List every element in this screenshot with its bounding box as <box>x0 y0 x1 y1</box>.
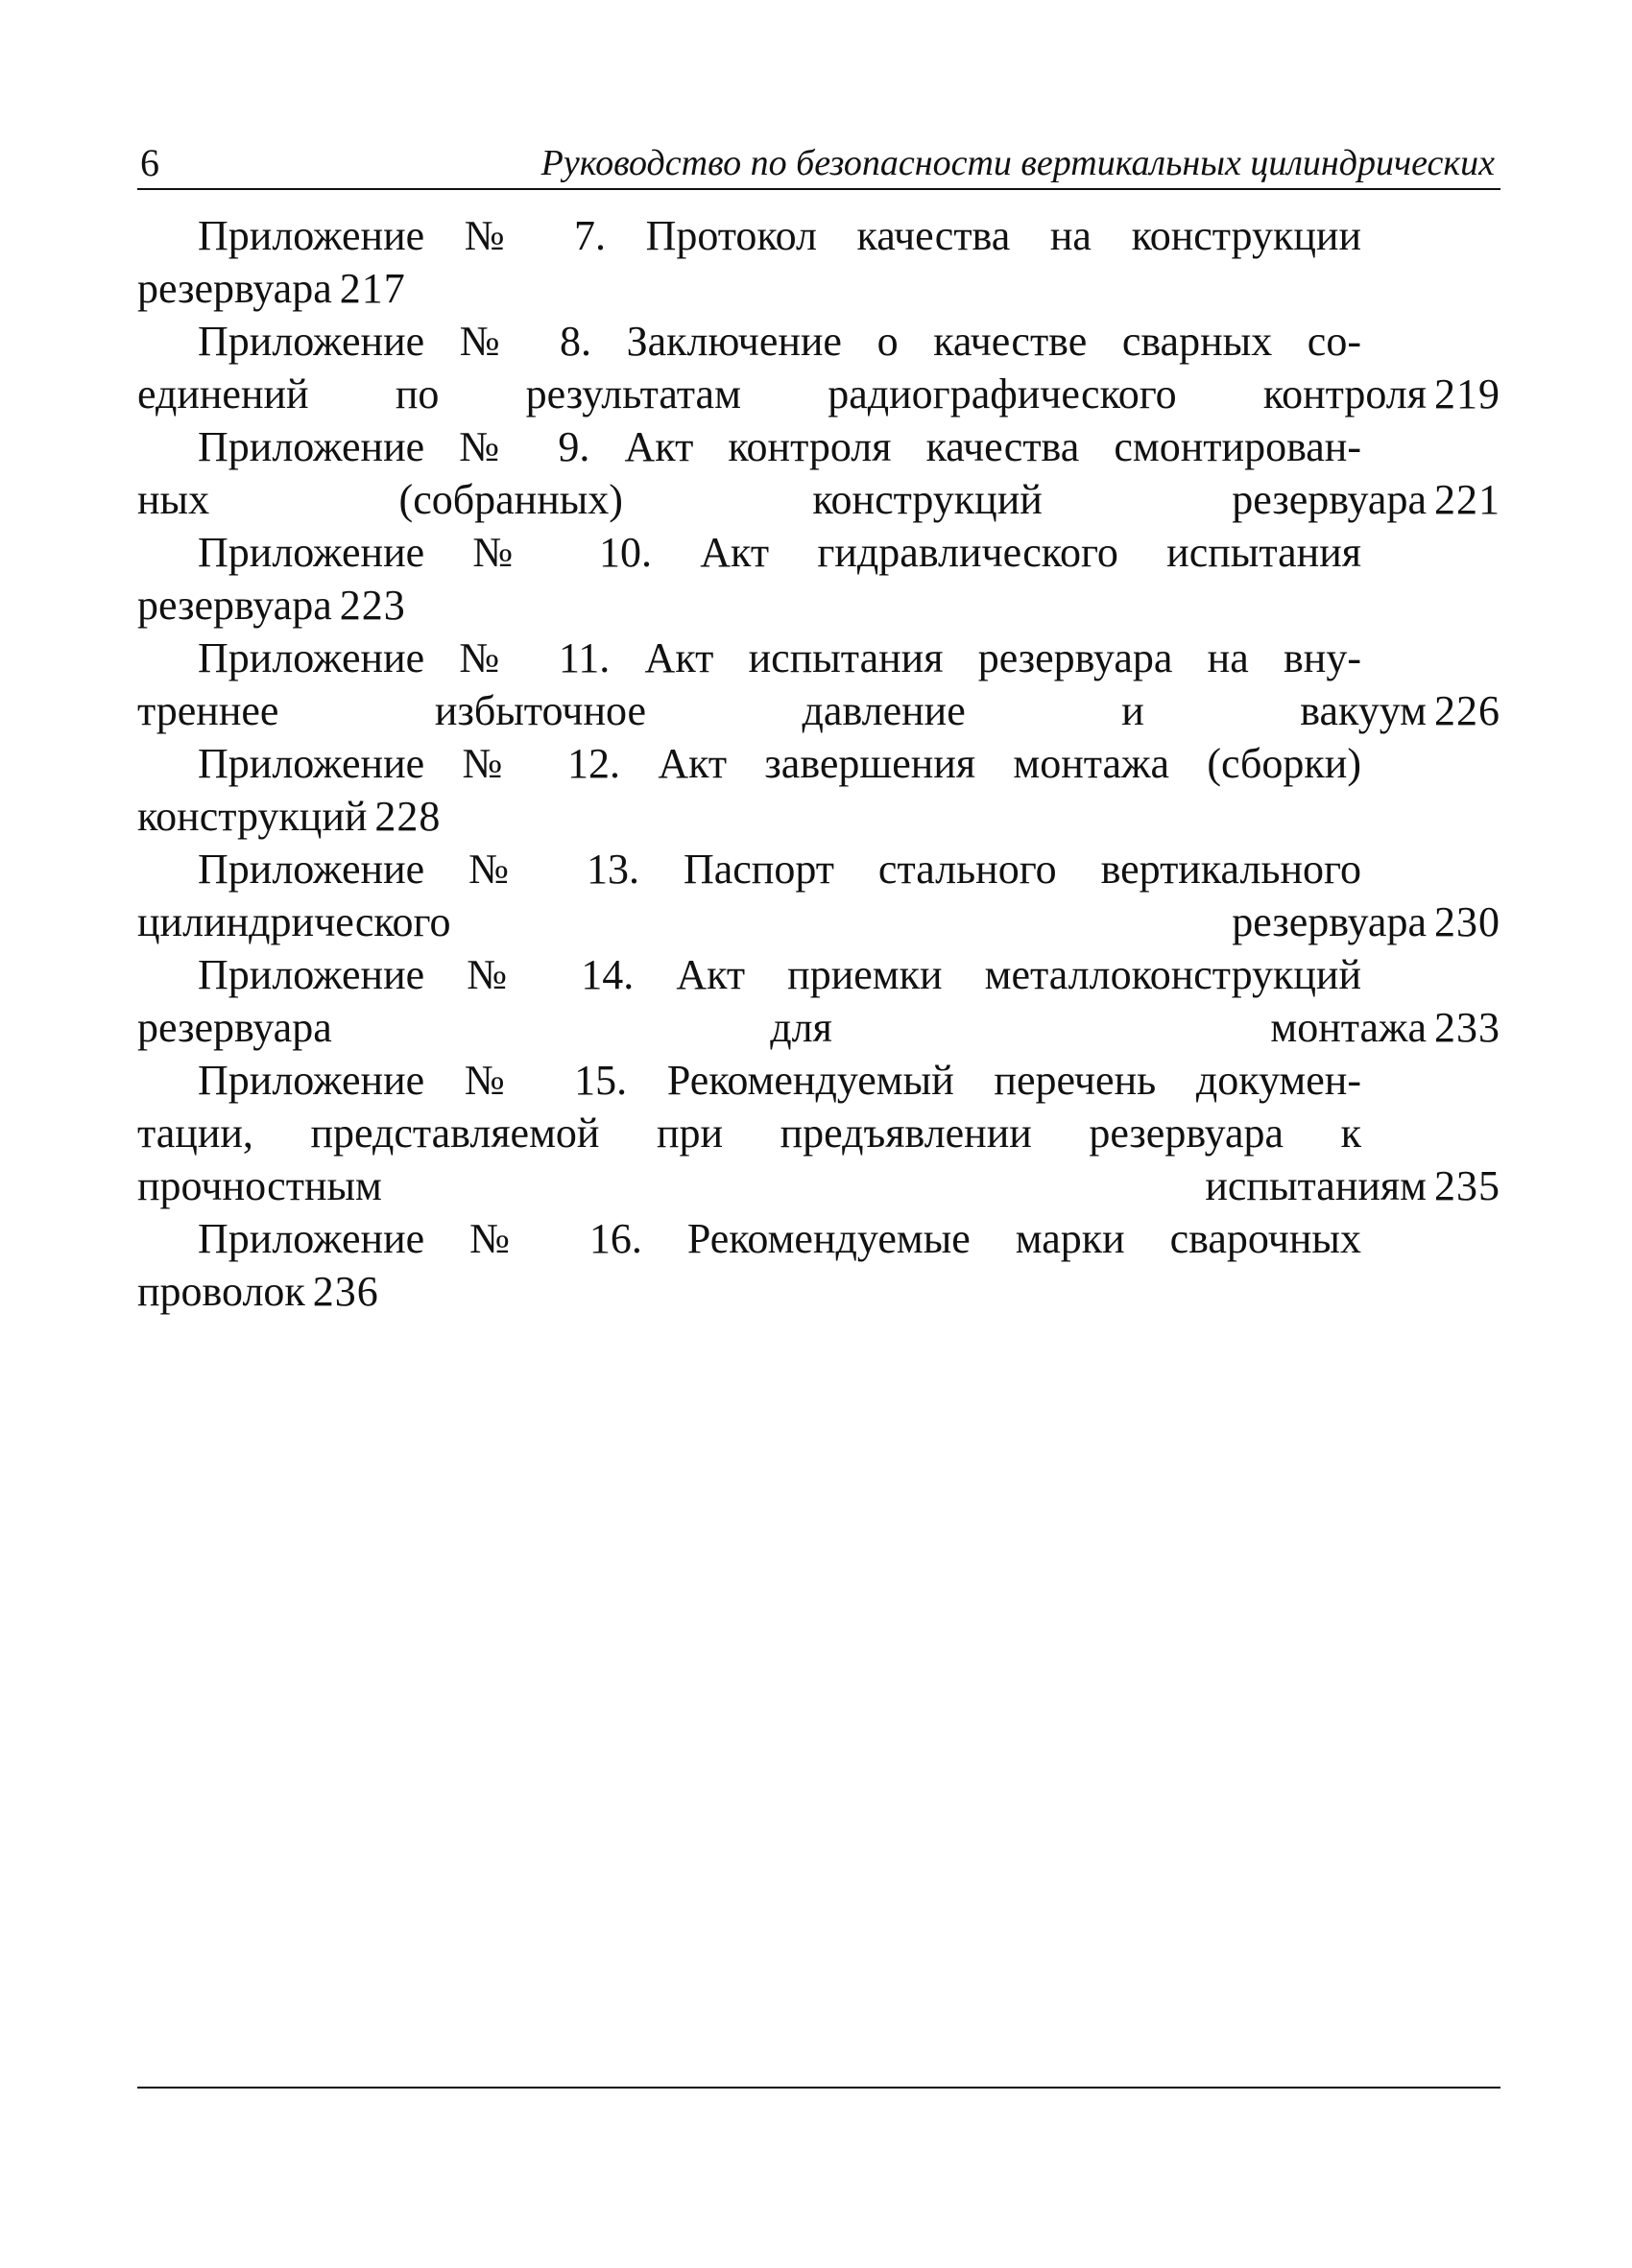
page-header <box>137 142 1500 190</box>
toc-entry[interactable] <box>137 843 1500 948</box>
toc-entry-last-line <box>137 895 1500 948</box>
toc-entry[interactable] <box>137 737 1500 843</box>
toc-entry-last-line <box>137 684 1500 737</box>
toc-entry-title-end: резервуара для монтажа <box>137 1004 1427 1051</box>
toc-entry[interactable] <box>137 420 1500 526</box>
toc-entry-last-line <box>137 1265 1500 1318</box>
toc-page-number[interactable]: 226 <box>1434 687 1500 734</box>
toc-entry-last-line <box>137 1001 1500 1054</box>
toc-entry-title: Приложение № 11. Акт испытания резервуара на вну- <box>198 634 1361 681</box>
toc-entry-title: Приложение № 7. Протокол качества на конструкции <box>198 212 1361 259</box>
toc-entry[interactable] <box>137 948 1500 1054</box>
toc-entry-last-line <box>137 473 1500 526</box>
table-of-contents <box>137 209 1500 1318</box>
toc-entry-title-end: конструкций <box>137 793 368 840</box>
toc-page-number[interactable]: 230 <box>1434 898 1500 945</box>
toc-entry-last-line <box>137 790 1500 843</box>
toc-entry-title: Приложение № 8. Заключение о качестве сварных со- <box>198 318 1361 365</box>
toc-entry-title-end: резервуара <box>137 582 332 629</box>
toc-entry[interactable] <box>137 632 1500 737</box>
toc-page-number[interactable]: 221 <box>1434 476 1500 523</box>
toc-page-number[interactable]: 223 <box>339 582 406 629</box>
toc-entry-title-continuation: тации, представляемой при предъявлении резервуара к <box>137 1110 1361 1157</box>
toc-entry[interactable] <box>137 315 1500 420</box>
toc-page-number[interactable]: 219 <box>1434 370 1500 418</box>
toc-page-number[interactable]: 228 <box>374 793 442 840</box>
toc-entry-last-line <box>137 368 1500 420</box>
toc-entry-last-line <box>137 579 1500 632</box>
toc-entry[interactable] <box>137 209 1500 315</box>
toc-entry-last-line <box>137 262 1500 315</box>
toc-entry-title: Приложение № 16. Рекомендуемые марки сварочных <box>198 1215 1361 1262</box>
toc-entry[interactable] <box>137 1212 1500 1318</box>
toc-page-number[interactable]: 235 <box>1434 1162 1500 1209</box>
toc-entry-title: Приложение № 14. Акт приемки металлоконструкций <box>198 951 1361 998</box>
running-title: Руководство по безопасности вертикальных цилиндрических <box>540 143 1495 183</box>
toc-entry[interactable] <box>137 1054 1500 1212</box>
toc-entry-title-end: резервуара <box>137 265 332 312</box>
toc-entry-title-end: проволок <box>137 1268 305 1315</box>
toc-page-number[interactable]: 236 <box>312 1268 379 1315</box>
toc-entry-title: Приложение № 9. Акт контроля качества смонтирован- <box>198 423 1361 470</box>
toc-entry-title-end: цилиндрического резервуара <box>137 898 1427 945</box>
toc-page-number[interactable]: 217 <box>339 265 406 312</box>
toc-entry-title-end: единений по результатам радиографического контроля <box>137 370 1427 418</box>
toc-entry-title: Приложение № 15. Рекомендуемый перечень докумен- <box>198 1057 1361 1104</box>
toc-entry-title: Приложение № 13. Паспорт стального вертикального <box>198 846 1361 893</box>
toc-entry-last-line <box>137 1159 1500 1212</box>
toc-entry-title: Приложение № 12. Акт завершения монтажа (сборки) <box>198 740 1361 787</box>
footer-rule <box>137 2087 1500 2089</box>
page-number: 6 <box>140 141 159 184</box>
toc-entry-title-end: ных (собранных) конструкций резервуара <box>137 476 1427 523</box>
toc-entry[interactable] <box>137 526 1500 632</box>
toc-entry-title-end: прочностным испытаниям <box>137 1162 1427 1209</box>
toc-entry-title: Приложение № 10. Акт гидравлического испытания <box>198 529 1361 576</box>
toc-page-number[interactable]: 233 <box>1434 1004 1500 1051</box>
toc-entry-title-end: треннее избыточное давление и вакуум <box>137 687 1427 734</box>
